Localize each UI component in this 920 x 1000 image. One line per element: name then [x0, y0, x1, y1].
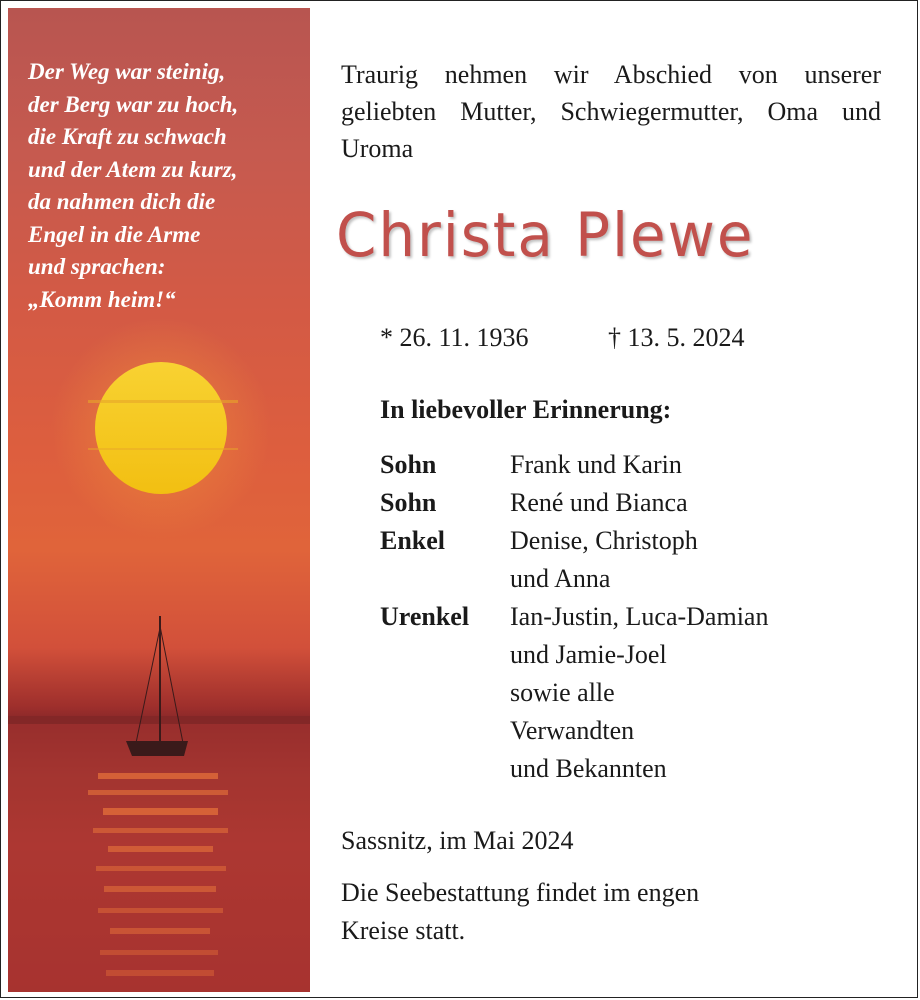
poem-line: und sprachen:	[28, 254, 166, 279]
cloud-band	[88, 400, 238, 403]
survivor-names	[510, 446, 900, 484]
survivor-names	[510, 484, 900, 522]
relation-label: Sohn	[380, 488, 437, 517]
cloud-band	[88, 448, 238, 450]
survivors-list	[380, 446, 900, 788]
poem	[28, 56, 298, 316]
poem-line: „Komm heim!“	[28, 286, 176, 312]
poem-line: da nahmen dich die	[28, 189, 216, 214]
deceased-name: Christa Plewe	[336, 200, 755, 271]
survivor-row	[380, 522, 900, 598]
sunset-photo	[8, 8, 310, 992]
survivor-name: und Jamie-Joel	[510, 640, 667, 669]
burial-note	[341, 874, 811, 950]
relation-label: Enkel	[380, 526, 446, 555]
survivor-name: und Bekannten	[510, 754, 667, 783]
relation-label: Sohn	[380, 450, 437, 479]
survivor-name: Frank und Karin	[510, 450, 682, 479]
poem-line: Der Weg war steinig,	[28, 59, 226, 84]
survivor-row	[380, 598, 900, 788]
relation-label: Urenkel	[380, 602, 470, 631]
survivor-names	[510, 522, 900, 598]
burial-line: Die Seebestattung findet im engen	[341, 878, 700, 907]
death-date: † 13. 5. 2024	[608, 323, 745, 352]
place-date: Sassnitz, im Mai 2024	[341, 826, 574, 855]
birth-date: * 26. 11. 1936	[380, 323, 529, 352]
poem-line: Engel in die Arme	[28, 221, 201, 247]
memory-heading: In liebevoller Erinnerung:	[380, 395, 672, 424]
survivor-row	[380, 484, 900, 522]
survivor-name: René und Bianca	[510, 488, 688, 517]
sun	[95, 362, 227, 494]
survivor-name: Denise, Christoph	[510, 526, 698, 555]
survivor-name: und Anna	[510, 564, 611, 593]
survivor-name: Verwandten	[510, 716, 635, 745]
survivor-name: Ian-Justin, Luca-Damian	[510, 602, 769, 631]
survivor-name: sowie alle	[510, 678, 615, 707]
poem-line: und der Atem zu kurz,	[28, 156, 238, 182]
intro-text: Traurig nehmen wir Abschied von unserer geliebten Mutter, Schwiegermutter, Oma und Uroma	[341, 60, 881, 163]
survivor-row	[380, 446, 900, 484]
burial-line: Kreise statt.	[341, 916, 466, 945]
survivor-names	[510, 598, 900, 788]
poem-line: der Berg war zu hoch,	[28, 91, 239, 117]
poem-line: die Kraft zu schwach	[28, 124, 227, 149]
